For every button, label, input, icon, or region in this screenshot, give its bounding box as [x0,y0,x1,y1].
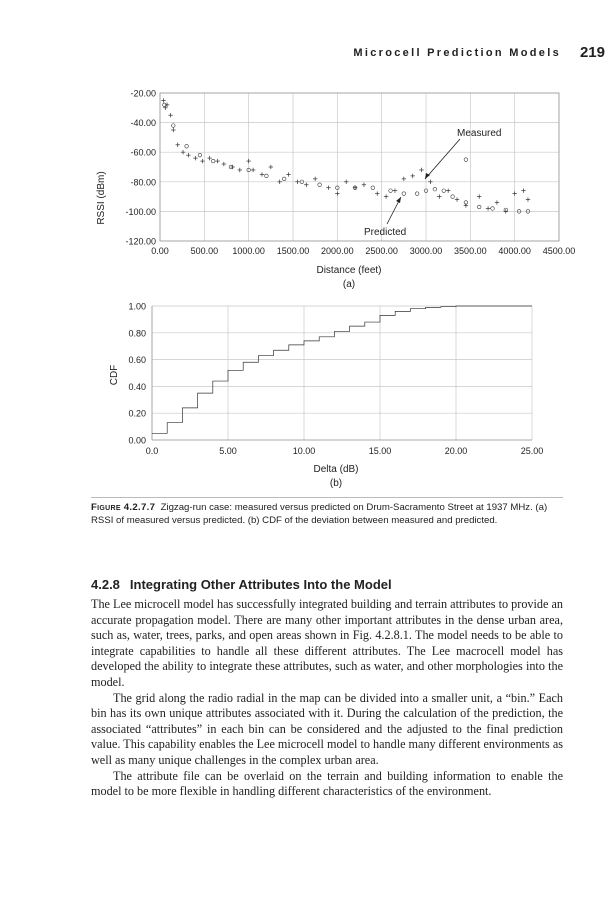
measured-point [238,168,242,172]
measured-point [344,180,348,184]
measured-point [161,98,165,102]
x-tick-label: 25.00 [520,446,544,456]
measured-point [168,113,172,117]
x-tick-label: 3000.00 [409,246,443,256]
chart-a-annotations [364,128,501,238]
measured-point [411,174,415,178]
measured-point [428,180,432,184]
chart-a-ylabel: RSSI (dBm) [96,171,107,225]
predicted-point [451,195,455,199]
measured-point [393,188,397,192]
measured-point [286,172,290,176]
x-tick-label: 500.00 [190,246,219,256]
chart-a-panel-label: (a) [342,279,356,290]
measured-point [419,168,423,172]
x-tick-label: 5.00 [219,446,237,456]
chart-a-points [161,98,530,213]
y-tick-label: 0.80 [128,328,146,339]
y-tick-label: -60.00 [130,147,156,158]
plot-frame [160,93,559,241]
measured-point [278,180,282,184]
x-tick-label: 10.00 [292,446,316,456]
y-tick-label: -40.00 [130,118,156,129]
predicted-point [464,158,468,162]
measured-point [186,153,190,157]
annotation-predicted: Predicted [364,227,407,238]
x-tick-label: 3500.00 [454,246,487,256]
page-header [0,44,613,64]
figure-caption [91,497,563,527]
measured-point [477,194,481,198]
x-tick-label: 4500.00 [542,246,576,256]
y-tick-label: -80.00 [130,177,156,188]
predicted-point [415,192,419,196]
x-tick-label: 1000.00 [232,246,265,256]
running-title: Microcell Prediction Models [353,47,561,59]
measured-point [181,150,185,154]
chart-a-y-ticks [125,89,156,247]
y-tick-label: 0.20 [128,408,146,419]
measured-point [251,168,255,172]
paragraph: The attribute file can be overlaid on the terrain and building information to enable the model to be more flexible in handling different characteristics of the environment. [91,768,563,799]
section-heading [91,577,392,592]
annotation-measured: Measured [457,128,502,139]
predicted-point [477,205,481,209]
chart-b-y-ticks [128,302,146,446]
x-tick-label: 1500.00 [276,246,310,256]
x-tick-label: 20.00 [444,446,468,456]
measured-point [176,143,180,147]
measured-point [171,128,175,132]
measured-point [193,156,197,160]
measured-point [362,183,366,187]
x-tick-label: 2500.00 [365,246,398,256]
measured-point [521,188,525,192]
y-tick-label: 0.00 [128,435,146,446]
predicted-point [318,183,322,187]
paragraph: The Lee microcell model has successfully integrated building and terrain attributes to provide an accurate propagation model. There are many other important attributes in the dense urban area, such as, water, trees, parks, and open areas shown in Fig. 4.2.8.1. The model needs to be able to integrate capabilities to handle all these different attributes. The Lee macrocell model has developed the ability to integrate these attributes, such as water, and other morphologies into the model. [91,597,563,689]
figure-caption-text: Zigzag-run case: measured versus predicted on Drum-Sacramento Street at 1937 MHz. (a) RSSI of measured versus predicted. (b) CDF of the deviation between measured and predicted. [91,502,548,526]
section-title: Integrating Other Attributes Into the Model [129,577,392,592]
chart-b-grid [152,306,532,440]
measured-point [495,200,499,204]
predicted-point [491,207,495,211]
measured-point [455,197,459,201]
paragraph: The grid along the radio radial in the map can be divided into a smaller unit, a “bin.” Each bin has its own unique attributes associated with it. During the calculation of the prediction, the associated “attributes” in each bin can be considered and the adjusted to the final prediction value. This capability enables the Lee microcell model to handle many different environments as well as many unique challenges in the complex urban area. [91,690,563,767]
measured-point [335,191,339,195]
measured-point [295,180,299,184]
arrow-measured-line [425,139,460,179]
chart-b-x-ticks [146,446,544,456]
section-number: 4.2.8 [91,577,120,592]
predicted-point [198,153,202,157]
measured-point [215,159,219,163]
measured-point [269,165,273,169]
body-text [91,597,563,800]
measured-point [402,177,406,181]
measured-point [326,186,330,190]
measured-point [207,156,211,160]
predicted-point [442,189,446,193]
x-tick-label: 0.0 [145,446,159,456]
predicted-point [185,144,189,148]
measured-point [313,177,317,181]
predicted-point [172,124,176,128]
page-number: 219 [579,44,605,61]
chart-a-xlabel: Distance (feet) [316,265,382,276]
measured-point [526,197,530,201]
x-tick-label: 15.00 [368,446,392,456]
predicted-point [282,177,286,181]
measured-point [260,172,264,176]
measured-point [222,162,226,166]
chart-b-panel-label: (b) [329,478,343,489]
chart-a-grid [160,93,559,241]
y-tick-label: -120.00 [125,236,156,247]
measured-point [304,183,308,187]
predicted-point [211,159,215,163]
measured-point [486,206,490,210]
predicted-point [402,192,406,196]
y-tick-label: 1.00 [128,301,146,312]
cdf-step-line [152,306,532,433]
chart-a-x-ticks [151,246,575,256]
measured-point [384,194,388,198]
y-tick-label: -20.00 [130,88,156,99]
measured-point [246,159,250,163]
y-tick-label: -100.00 [125,206,156,217]
figure-label: Figure 4.2.7.7 [91,502,156,513]
measured-point [446,188,450,192]
measured-point [375,191,379,195]
measured-point [512,191,516,195]
y-tick-label: 0.40 [128,381,146,392]
x-tick-label: 4000.00 [498,246,531,256]
predicted-point [265,174,269,178]
chart-b-xlabel: Delta (dB) [313,464,359,475]
x-tick-label: 2000.00 [321,246,354,256]
predicted-point [433,187,437,191]
x-tick-label: 0.00 [151,246,169,256]
predicted-point [389,189,393,193]
measured-point [437,194,441,198]
predicted-point [371,186,375,190]
y-tick-label: 0.60 [128,355,146,366]
cdf-chart [90,297,560,492]
chart-b-ylabel: CDF [109,364,120,386]
arrow-predicted-head [396,197,401,203]
rssi-scatter-chart [90,85,576,295]
